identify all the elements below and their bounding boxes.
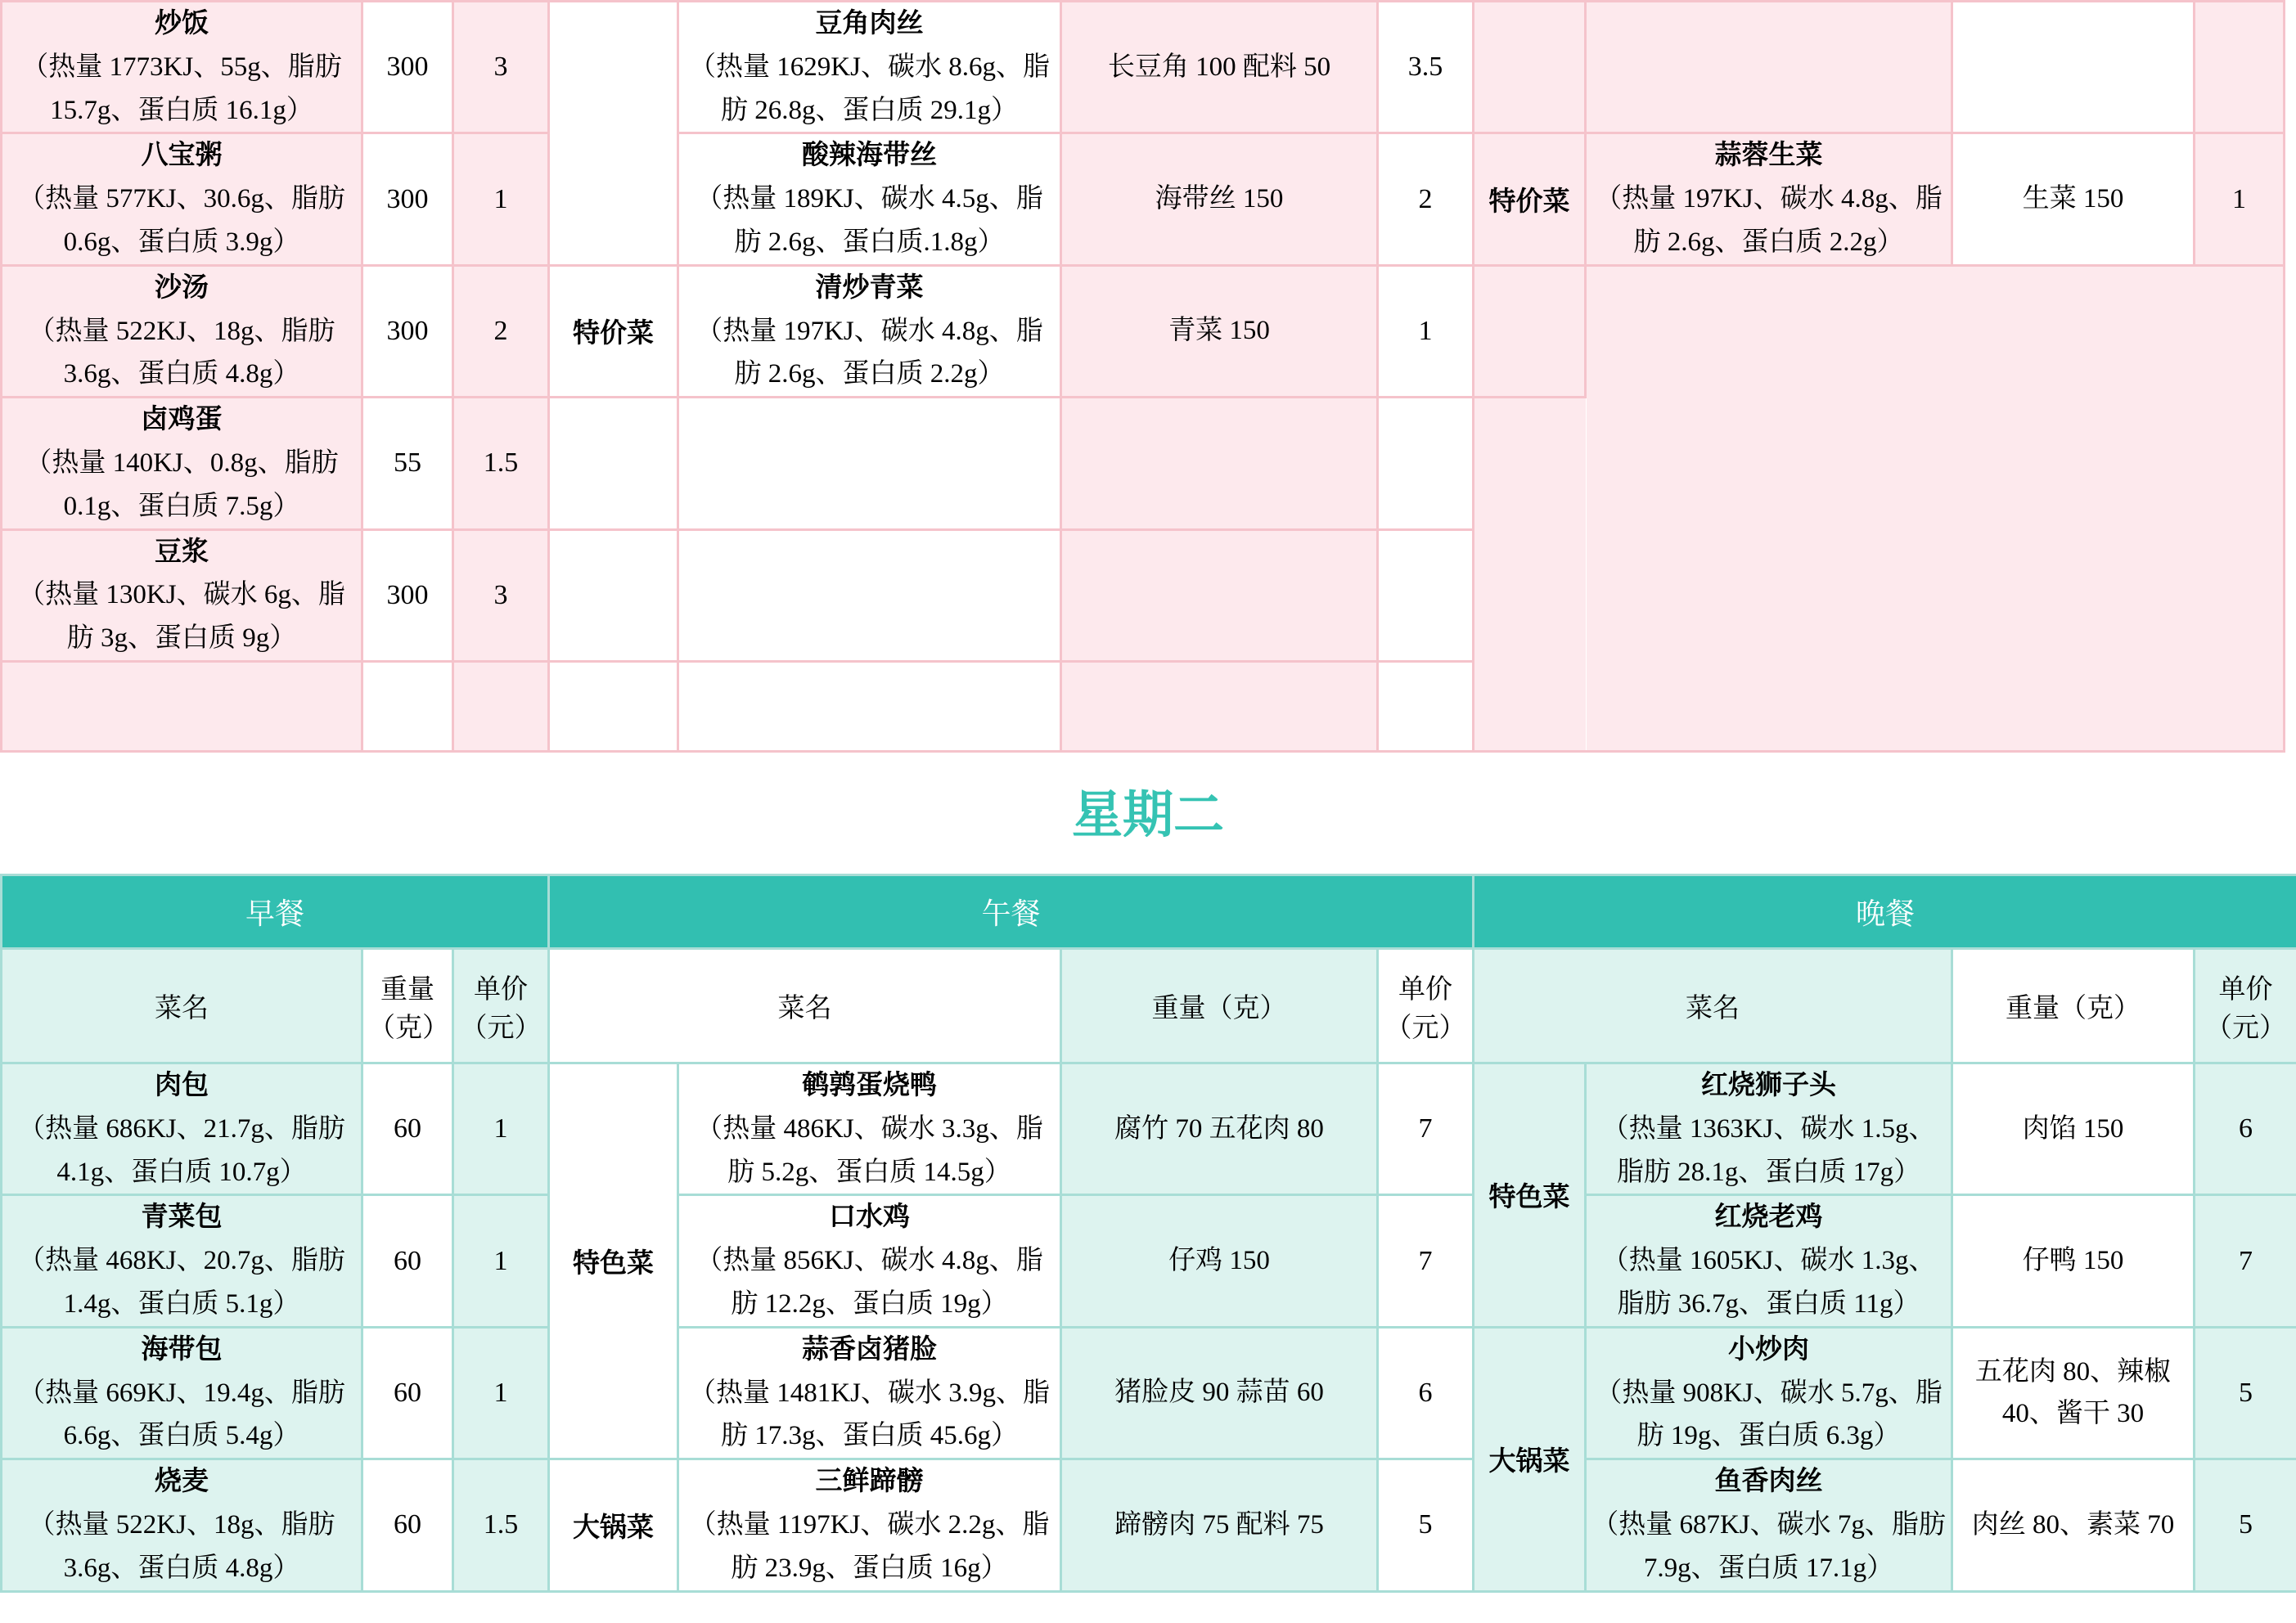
empty-dish-cell — [678, 529, 1061, 661]
dish-cell — [2, 529, 362, 661]
monday-menu-table — [0, 0, 2285, 753]
dish-nutrition: （热量 1773KJ、55g、脂肪 15.7g、蛋白质 16.1g） — [21, 52, 342, 125]
weight-cell: 60 — [362, 1327, 453, 1459]
category-label-cell: 大锅菜 — [549, 1459, 678, 1591]
empty-weight-cell — [1061, 398, 1378, 529]
weight-cell: 仔鸭 150 — [1952, 1195, 2195, 1327]
dish-name: 鹌鹑蛋烧鸭 — [802, 1071, 938, 1100]
price-cell: 1 — [453, 1063, 549, 1195]
column-header-dish: 菜名 — [1474, 949, 1952, 1063]
price-cell: 1.5 — [453, 1459, 549, 1591]
price-cell: 6 — [1378, 1327, 1474, 1459]
category-label-cell: 特色菜 — [1474, 1063, 1586, 1328]
dish-nutrition: （热量 856KJ、碳水 4.8g、脂肪 12.2g、蛋白质 19g） — [696, 1246, 1043, 1319]
category-label-cell: 特色菜 — [549, 1063, 678, 1459]
weight-cell: 五花肉 80、辣椒 40、酱干 30 — [1952, 1327, 2195, 1459]
empty-dish-cell — [2, 661, 362, 751]
column-header-dish: 菜名 — [549, 949, 1061, 1063]
merged-empty-area — [1586, 265, 2285, 751]
dish-cell — [2, 1063, 362, 1195]
meal-header-lunch: 午餐 — [549, 875, 1474, 949]
column-header-weight: 重量（克） — [1061, 949, 1378, 1063]
price-cell: 6 — [2195, 1063, 2296, 1195]
weight-cell: 海带丝 150 — [1061, 133, 1378, 265]
dish-name: 肉包 — [155, 1071, 209, 1100]
weight-cell: 60 — [362, 1459, 453, 1591]
dish-nutrition: （热量 486KJ、碳水 3.3g、脂肪 5.2g、蛋白质 14.5g） — [696, 1113, 1043, 1187]
weight-cell: 300 — [362, 2, 453, 133]
price-cell: 3.5 — [1378, 2, 1474, 133]
dish-nutrition: （热量 908KJ、碳水 5.7g、脂肪 19g、蛋白质 6.3g） — [1595, 1378, 1943, 1451]
dish-name: 小炒肉 — [1728, 1334, 1810, 1364]
price-cell: 1 — [453, 1327, 549, 1459]
dish-cell — [678, 2, 1061, 133]
dish-cell — [678, 1327, 1061, 1459]
dish-nutrition: （热量 197KJ、碳水 4.8g、脂肪 2.6g、蛋白质 2.2g） — [696, 316, 1043, 389]
dish-nutrition: （热量 1197KJ、碳水 2.2g、脂肪 23.9g、蛋白质 16g） — [689, 1509, 1050, 1583]
menu-row — [2, 1459, 2296, 1591]
dish-cell — [2, 398, 362, 529]
empty-weight-cell — [1952, 2, 2195, 133]
dish-nutrition: （热量 522KJ、18g、脂肪 3.6g、蛋白质 4.8g） — [28, 316, 335, 389]
dish-name: 酸辣海带丝 — [802, 141, 937, 171]
weight-cell: 300 — [362, 265, 453, 397]
weight-cell: 生菜 150 — [1952, 133, 2195, 265]
dish-cell — [2, 133, 362, 265]
dish-name: 蒜香卤猪脸 — [802, 1334, 938, 1364]
dish-cell — [2, 1195, 362, 1327]
dish-name: 红烧老鸡 — [1714, 1203, 1823, 1233]
weight-cell: 60 — [362, 1063, 453, 1195]
menu-row — [2, 1195, 2296, 1327]
price-cell: 5 — [2195, 1459, 2296, 1591]
dish-name: 青菜包 — [141, 1203, 223, 1233]
dish-cell — [678, 265, 1061, 397]
empty-category-cell — [549, 398, 678, 529]
price-cell: 7 — [2195, 1195, 2296, 1327]
dish-nutrition: （热量 1605KJ、碳水 1.3g、脂肪 36.7g、蛋白质 11g） — [1601, 1246, 1936, 1319]
weight-cell: 蹄髈肉 75 配料 75 — [1061, 1459, 1378, 1591]
empty-category-cell — [1474, 398, 1586, 752]
dish-name: 豆角肉丝 — [815, 9, 924, 38]
dish-name: 三鲜蹄髈 — [815, 1467, 924, 1497]
weight-cell: 60 — [362, 1195, 453, 1327]
empty-price-cell — [1378, 398, 1474, 529]
empty-price-cell — [453, 661, 549, 751]
price-cell: 5 — [1378, 1459, 1474, 1591]
dish-cell — [1586, 1195, 1952, 1327]
weight-cell: 仔鸡 150 — [1061, 1195, 1378, 1327]
dish-cell — [2, 1459, 362, 1591]
weight-cell: 300 — [362, 529, 453, 661]
column-header-weight: 重量（克） — [362, 949, 453, 1063]
empty-category-cell — [549, 2, 678, 266]
weight-cell: 肉丝 80、素菜 70 — [1952, 1459, 2195, 1591]
dish-cell — [678, 133, 1061, 265]
empty-category-cell — [549, 661, 678, 751]
category-label-cell: 特价菜 — [549, 265, 678, 397]
column-header-dish: 菜名 — [2, 949, 362, 1063]
meal-header-breakfast: 早餐 — [2, 875, 549, 949]
dish-nutrition: （热量 189KJ、碳水 4.5g、脂肪 2.6g、蛋白质.1.8g） — [696, 184, 1043, 257]
dish-nutrition: （热量 197KJ、碳水 4.8g、脂肪 2.6g、蛋白质 2.2g） — [1595, 184, 1943, 257]
weight-cell: 肉馅 150 — [1952, 1063, 2195, 1195]
dish-cell — [1586, 1327, 1952, 1459]
column-header-price: 单价（元） — [2195, 949, 2296, 1063]
weight-cell: 青菜 150 — [1061, 265, 1378, 397]
dish-cell — [2, 2, 362, 133]
menu-row — [2, 1063, 2296, 1195]
menu-row — [2, 133, 2285, 265]
dish-cell — [1586, 133, 1952, 265]
price-cell: 1 — [2195, 133, 2285, 265]
price-cell: 1 — [453, 133, 549, 265]
weight-cell: 长豆角 100 配料 50 — [1061, 2, 1378, 133]
dish-nutrition: （热量 577KJ、30.6g、脂肪 0.6g、蛋白质 3.9g） — [18, 184, 345, 257]
column-header-price: 单价（元） — [1378, 949, 1474, 1063]
empty-dish-cell — [678, 661, 1061, 751]
dish-name: 海带包 — [141, 1334, 223, 1364]
dish-nutrition: （热量 1629KJ、碳水 8.6g、脂肪 26.8g、蛋白质 29.1g） — [689, 52, 1050, 125]
dish-nutrition: （热量 687KJ、碳水 7g、脂肪 7.9g、蛋白质 17.1g） — [1591, 1509, 1946, 1583]
empty-price-cell — [1378, 529, 1474, 661]
dish-name: 炒饭 — [155, 9, 209, 38]
dish-name: 八宝粥 — [141, 141, 223, 171]
weight-cell: 腐竹 70 五花肉 80 — [1061, 1063, 1378, 1195]
price-cell: 7 — [1378, 1063, 1474, 1195]
dish-name: 豆浆 — [155, 537, 209, 567]
dish-name: 沙汤 — [155, 272, 209, 303]
price-cell: 1 — [1378, 265, 1474, 397]
empty-category-cell — [1474, 265, 1586, 397]
weight-cell: 55 — [362, 398, 453, 529]
menu-row — [2, 265, 2285, 397]
dish-cell — [1586, 1063, 1952, 1195]
dish-name: 蒜蓉生菜 — [1714, 141, 1823, 171]
price-cell: 3 — [453, 529, 549, 661]
dish-nutrition: （热量 130KJ、碳水 6g、脂肪 3g、蛋白质 9g） — [18, 580, 345, 654]
empty-weight-cell — [1061, 661, 1378, 751]
empty-weight-cell — [1061, 529, 1378, 661]
dish-name: 口水鸡 — [829, 1203, 911, 1233]
price-cell: 7 — [1378, 1195, 1474, 1327]
dish-nutrition: （热量 686KJ、21.7g、脂肪 4.1g、蛋白质 10.7g） — [18, 1113, 345, 1187]
dish-cell — [678, 1063, 1061, 1195]
weight-cell: 猪脸皮 90 蒜苗 60 — [1061, 1327, 1378, 1459]
dish-cell — [678, 1459, 1061, 1591]
empty-category-cell — [549, 529, 678, 661]
category-label-cell: 特价菜 — [1474, 133, 1586, 265]
price-cell: 1.5 — [453, 398, 549, 529]
dish-cell — [2, 265, 362, 397]
meal-header-row — [2, 875, 2296, 949]
dish-nutrition: （热量 1481KJ、碳水 3.9g、脂肪 17.3g、蛋白质 45.6g） — [689, 1378, 1050, 1451]
dish-name: 鱼香肉丝 — [1714, 1467, 1823, 1497]
price-cell: 2 — [1378, 133, 1474, 265]
price-cell: 3 — [453, 2, 549, 133]
column-header-row — [2, 949, 2296, 1063]
column-header-weight: 重量（克） — [1952, 949, 2195, 1063]
menu-row — [2, 2, 2285, 133]
tuesday-menu-table — [0, 874, 2296, 1593]
dish-nutrition: （热量 522KJ、18g、脂肪 3.6g、蛋白质 4.8g） — [28, 1509, 335, 1583]
dish-cell — [678, 1195, 1061, 1327]
dish-nutrition: （热量 669KJ、19.4g、脂肪 6.6g、蛋白质 5.4g） — [18, 1378, 345, 1451]
menu-row — [2, 1327, 2296, 1459]
dish-cell — [1586, 1459, 1952, 1591]
dish-nutrition: （热量 1363KJ、碳水 1.5g、脂肪 28.1g、蛋白质 17g） — [1601, 1113, 1936, 1187]
dish-name: 清炒青菜 — [815, 272, 924, 303]
dish-cell — [2, 1327, 362, 1459]
dish-name: 烧麦 — [155, 1467, 209, 1497]
empty-dish-cell — [1586, 2, 1952, 133]
column-header-price: 单价（元） — [453, 949, 549, 1063]
day-title: 星期二 — [1071, 787, 1224, 843]
dish-nutrition: （热量 468KJ、20.7g、脂肪 1.4g、蛋白质 5.1g） — [18, 1246, 345, 1319]
price-cell: 1 — [453, 1195, 549, 1327]
price-cell: 2 — [453, 265, 549, 397]
meal-header-dinner: 晚餐 — [1474, 875, 2296, 949]
empty-category-cell — [1474, 2, 1586, 133]
dish-name: 卤鸡蛋 — [141, 405, 223, 435]
dish-name: 红烧狮子头 — [1701, 1071, 1837, 1100]
weight-cell: 300 — [362, 133, 453, 265]
price-cell: 5 — [2195, 1327, 2296, 1459]
dish-nutrition: （热量 140KJ、0.8g、脂肪 0.1g、蛋白质 7.5g） — [25, 447, 339, 521]
empty-dish-cell — [678, 398, 1061, 529]
empty-price-cell — [2195, 2, 2285, 133]
empty-price-cell — [1378, 661, 1474, 751]
empty-weight-cell — [362, 661, 453, 751]
category-label-cell: 大锅菜 — [1474, 1327, 1586, 1591]
